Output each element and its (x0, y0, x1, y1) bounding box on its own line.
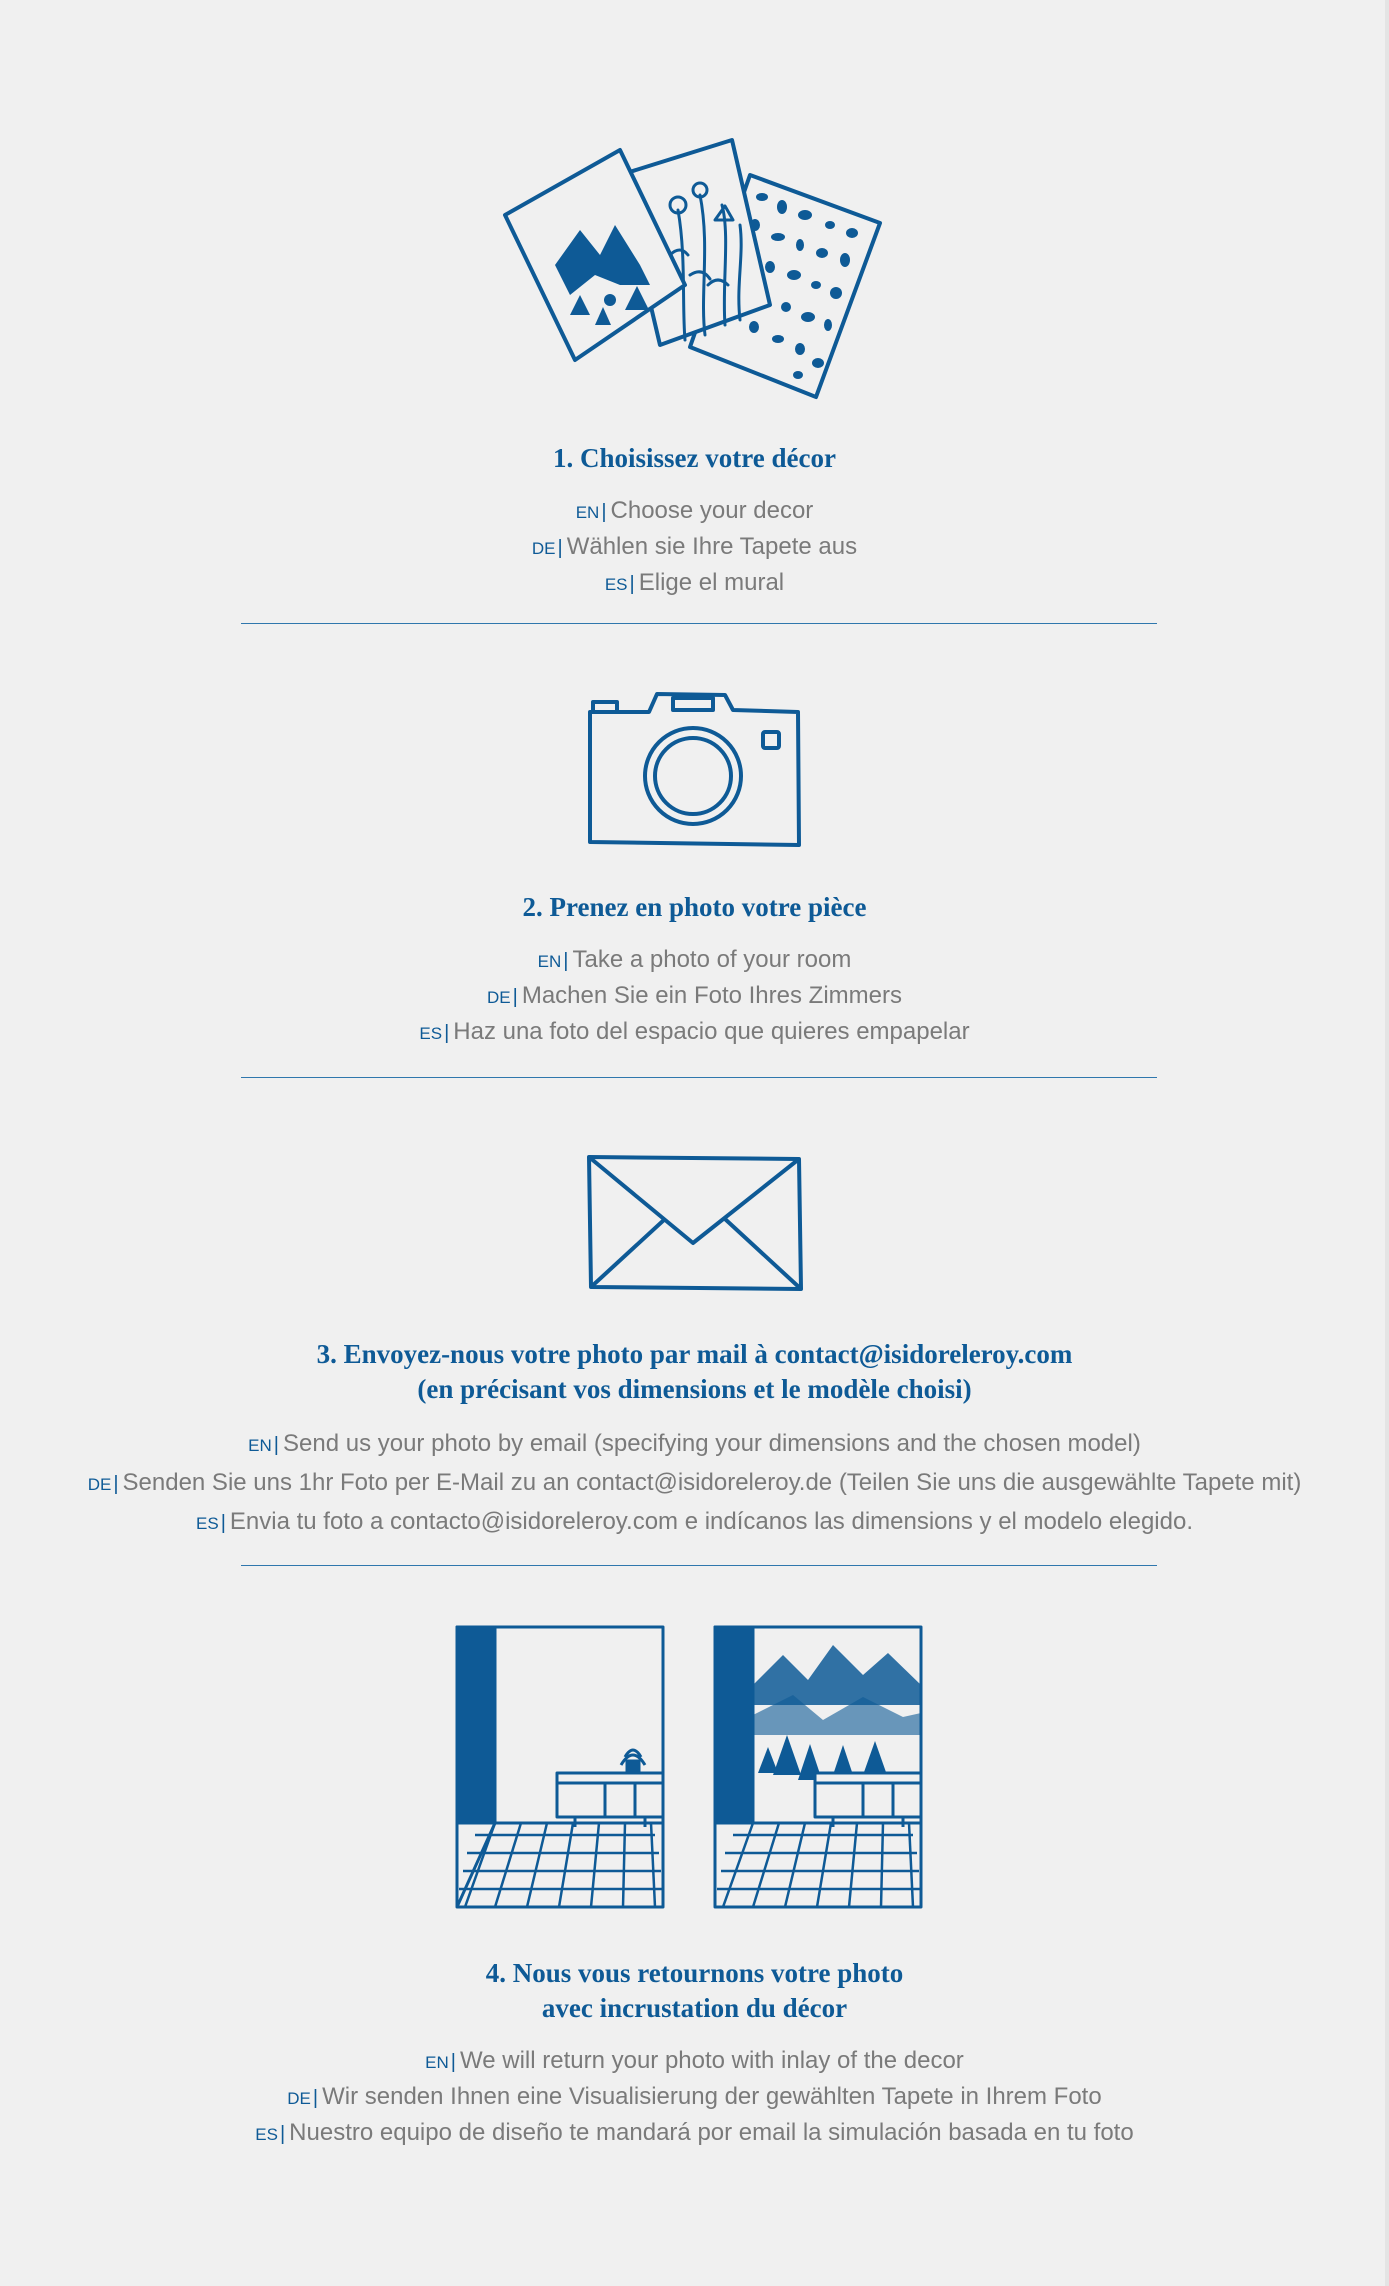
room-before-after-icon (455, 1625, 935, 1910)
step-3 (0, 1153, 1389, 1542)
lang-tag: EN (248, 1436, 272, 1455)
translations (0, 943, 1389, 1051)
lang-tag: DE (531, 539, 556, 558)
translation-es: ES | Haz una foto del espacio que quieres empapelar (419, 1018, 970, 1045)
step-title: 2. Prenez en photo votre pièce (522, 892, 867, 922)
camera-icon (585, 690, 805, 850)
translation-text: Take a photo of your room (572, 946, 852, 973)
translation-text: Envia tu foto a contacto@isidoreleroy.com e indícanos las dimensions y el modelo elegido. (229, 1508, 1193, 1535)
translation-text: Senden Sie uns 1hr Foto per E-Mail zu an contact@isidoreleroy.de (Teilen Sie uns die ausgewählte Tapete mit) (122, 1469, 1302, 1496)
step-4 (0, 1625, 1389, 2152)
translation-text: Send us your photo by email (specifying your dimensions and the chosen model) (283, 1430, 1141, 1457)
translation-text: Nuestro equipo de diseño te mandará por email la simulación basada en tu foto (289, 2119, 1134, 2146)
lang-tag: ES (255, 2125, 278, 2144)
translation-text: Elige el mural (638, 569, 785, 596)
envelope-icon (585, 1153, 805, 1293)
step-title: 1. Choisissez votre décor (553, 443, 836, 473)
lang-tag: DE (487, 988, 511, 1007)
translation-text: Haz una foto del espacio que quieres empapelar (453, 1018, 970, 1045)
lang-tag: EN (575, 503, 600, 522)
translation-de: DE | Wählen sie Ihre Tapete aus (531, 533, 858, 560)
translation-de: DE | Machen Sie ein Foto Ihres Zimmers (487, 982, 902, 1009)
translation-text: We will return your photo with inlay of the decor (460, 2047, 964, 2074)
translation-en: EN | We will return your photo with inlay of the decor (425, 2047, 964, 2074)
divider (241, 623, 1157, 624)
divider (241, 1565, 1157, 1566)
translation-text: Choose your decor (610, 497, 814, 524)
translations (0, 2044, 1389, 2152)
wallpaper-samples-icon (500, 135, 890, 405)
lang-tag: EN (537, 952, 562, 971)
room-before (457, 1627, 663, 1907)
translation-de: DE | Wir senden Ihnen eine Visualisierung der gewählten Tapete in Ihrem Foto (287, 2083, 1102, 2110)
step-title-line-1: 4. Nous vous retournons votre photo (485, 1958, 904, 1988)
step-2 (0, 690, 1389, 1051)
lang-tag: DE (87, 1475, 112, 1494)
translation-es: ES | Elige el mural (604, 569, 785, 596)
translation-text: Machen Sie ein Foto Ihres Zimmers (521, 982, 902, 1009)
lang-tag: EN (425, 2053, 449, 2072)
step-1 (0, 135, 1389, 602)
translations (0, 494, 1389, 602)
lang-tag: ES (196, 1514, 219, 1533)
translation-es: ES | Nuestro equipo de diseño te mandará por email la simulación basada en tu foto (255, 2119, 1134, 2146)
translation-en: EN | Choose your decor (575, 497, 814, 524)
step-title-line-2: (en précisant vos dimensions et le modèle choisi) (417, 1374, 972, 1404)
translation-en: EN | Send us your photo by email (specifying your dimensions and the chosen model) (248, 1430, 1141, 1457)
translations (0, 1425, 1389, 1542)
room-after (715, 1627, 921, 1907)
translation-en: EN | Take a photo of your room (537, 946, 852, 973)
step-title-line-2: avec incrustation du décor (541, 1993, 848, 2023)
translation-es: ES | Envia tu foto a contacto@isidoreleroy.com e indícanos las dimensions y el modelo elegido. (196, 1508, 1193, 1535)
translation-de: DE | Senden Sie uns 1hr Foto per E-Mail zu an contact@isidoreleroy.de (Teilen Sie uns die ausgewählte Tapete mit) (87, 1469, 1302, 1496)
step-title-line-1: 3. Envoyez-nous votre photo par mail à contact@isidoreleroy.com (316, 1339, 1073, 1369)
translation-text: Wählen sie Ihre Tapete aus (566, 533, 858, 560)
lang-tag: ES (419, 1024, 443, 1043)
lang-tag: ES (604, 575, 628, 594)
lang-tag: DE (287, 2089, 311, 2108)
translation-text: Wir senden Ihnen eine Visualisierung der gewählten Tapete in Ihrem Foto (322, 2083, 1102, 2110)
divider (241, 1077, 1157, 1078)
